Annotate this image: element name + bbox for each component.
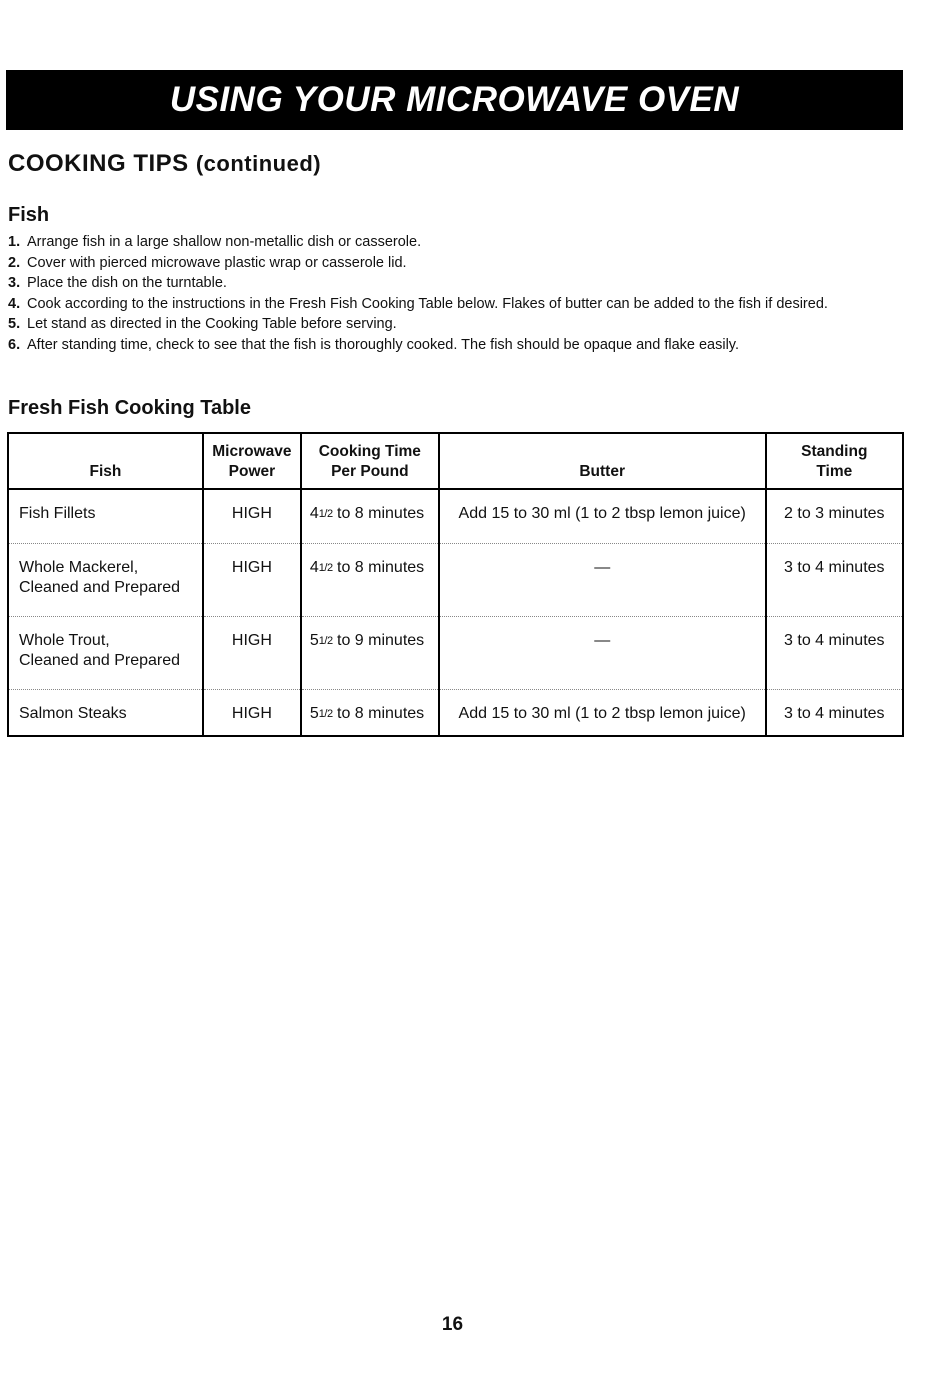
fresh-fish-cooking-table	[7, 432, 904, 737]
cell-fish: Salmon Steaks	[19, 704, 127, 722]
cell-fish: Whole Trout, Cleaned and Prepared	[8, 616, 203, 689]
cell-power: HIGH	[203, 489, 301, 543]
step-number: 1.	[8, 234, 21, 250]
section-title-main: COOKING TIPS	[8, 150, 189, 177]
table-header-row	[8, 433, 903, 489]
section-title	[8, 150, 321, 178]
cell-butter: —	[439, 616, 766, 689]
th-fish: Fish	[8, 433, 203, 489]
th-microwave-power: Microwave Power	[203, 433, 301, 489]
cell-cooking-time: 51/2 to 8 minutes	[301, 689, 439, 736]
table-row	[8, 489, 903, 543]
step-number: 5.	[8, 316, 21, 332]
step-text: Let stand as directed in the Cooking Table before serving.	[27, 316, 397, 332]
th-cooking-time: Cooking Time Per Pound	[301, 433, 439, 489]
step-number: 6.	[8, 336, 21, 353]
th-butter: Butter	[439, 433, 766, 489]
cell-fish: Fish Fillets	[8, 489, 203, 543]
section-title-suffix: (continued)	[195, 151, 322, 176]
cell-power: HIGH	[203, 689, 301, 736]
cell-power: HIGH	[203, 543, 301, 616]
cell-cooking-time: 51/2 to 9 minutes	[301, 616, 439, 689]
th-standing-time: Standing Time	[766, 433, 903, 489]
fish-steps-list	[8, 232, 888, 355]
cell-standing-time: 3 to 4 minutes	[766, 616, 903, 689]
step-text: Cook according to the instructions in the Fresh Fish Cooking Table below. Flakes of butter can be added to the fish if desired.	[27, 295, 828, 312]
step-number: 2.	[8, 254, 21, 271]
table-row	[8, 689, 903, 736]
step-text: Place the dish on the turntable.	[27, 275, 227, 291]
cell-power: HIGH	[203, 616, 301, 689]
header-banner	[6, 70, 903, 130]
cell-butter: Add 15 to 30 ml (1 to 2 tbsp lemon juice)	[439, 489, 766, 543]
step-item	[8, 253, 888, 274]
step-item	[8, 314, 888, 335]
step-text: Cover with pierced microwave plastic wrap or casserole lid.	[27, 254, 407, 271]
banner-title: USING YOUR MICROWAVE OVEN	[169, 80, 740, 119]
step-number: 4.	[8, 295, 21, 312]
cell-cooking-time: 41/2 to 8 minutes	[301, 543, 439, 616]
cell-standing-time: 2 to 3 minutes	[766, 489, 903, 543]
step-item	[8, 294, 888, 315]
cell-butter: —	[439, 543, 766, 616]
step-item	[8, 232, 888, 253]
cell-butter: Add 15 to 30 ml (1 to 2 tbsp lemon juice)	[439, 689, 766, 736]
step-number: 3.	[8, 275, 21, 291]
cell-standing-time: 3 to 4 minutes	[766, 543, 903, 616]
page-number: 16	[441, 1314, 464, 1335]
cell-standing-time: 3 to 4 minutes	[766, 689, 903, 736]
step-text: Arrange fish in a large shallow non-metallic dish or casserole.	[27, 234, 422, 250]
step-item	[8, 335, 888, 356]
step-text: After standing time, check to see that the fish is thoroughly cooked. The fish should be opaque and flake easily.	[27, 336, 740, 353]
table-row	[8, 616, 903, 689]
cell-cooking-time: 41/2 to 8 minutes	[301, 489, 439, 543]
cooking-table-heading: Fresh Fish Cooking Table	[8, 397, 251, 419]
step-item	[8, 273, 888, 294]
cell-fish: Whole Mackerel, Cleaned and Prepared	[8, 543, 203, 616]
table-row	[8, 543, 903, 616]
fish-heading: Fish	[8, 204, 50, 226]
